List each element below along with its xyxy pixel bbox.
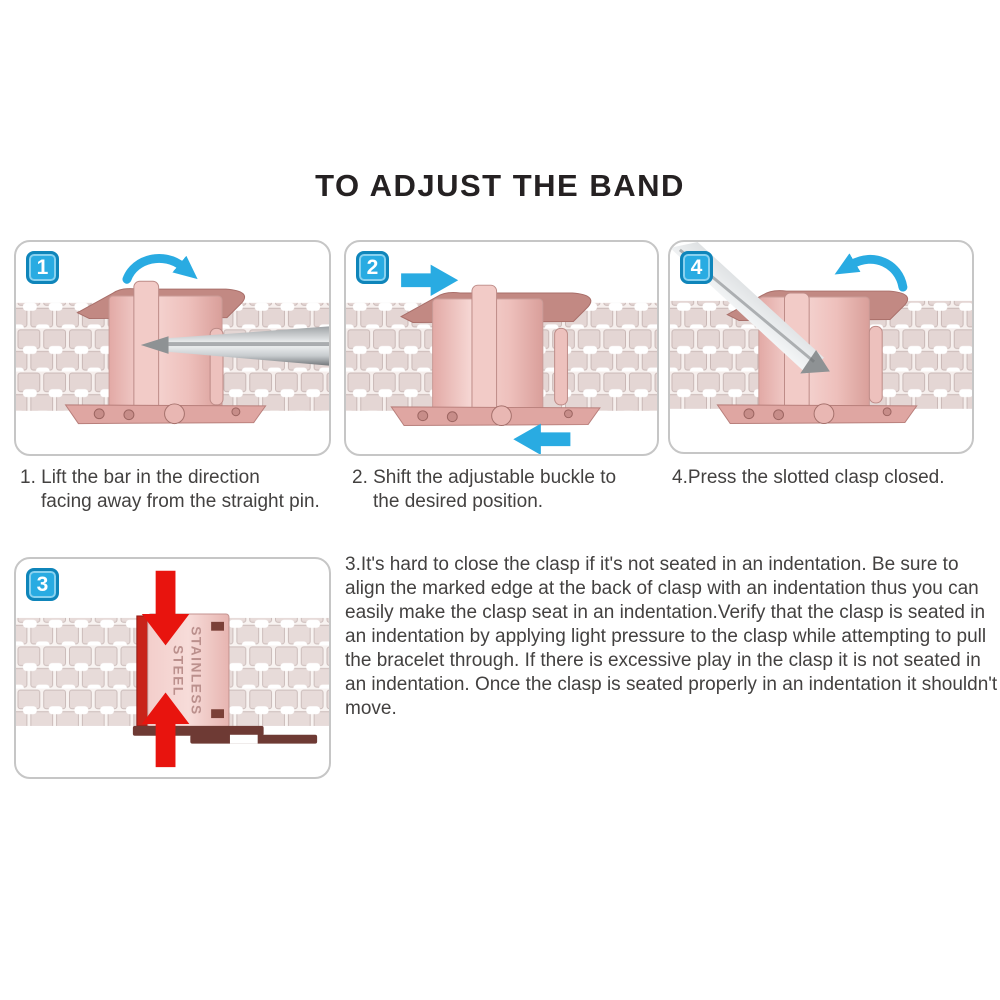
step2-caption-line1: 2. Shift the adjustable buckle to [352,467,617,488]
svg-text:STEEL: STEEL [170,645,186,697]
step3-badge: 3 [26,568,59,601]
step1-caption-line2: facing away from the straight pin. [41,491,320,512]
step2-caption [352,466,667,514]
svg-text:STAINLESS: STAINLESS [188,626,204,716]
step4-panel [668,240,974,454]
step1-caption-line1: 1. Lift the bar in the direction [20,467,260,488]
step2-illustration [346,242,657,454]
step4-caption: 4.Press the slotted clasp closed. [672,467,945,488]
step3-illustration [16,559,329,777]
step2-panel [344,240,659,456]
step2-badge: 2 [356,251,389,284]
rotate-clockwise-arrow-icon [127,258,182,279]
rotate-counterclockwise-arrow-icon [852,259,903,287]
clasp-marked-edge [137,616,148,726]
step4-badge: 4 [680,251,713,284]
step3-instructions: 3.It's hard to close the clasp if it's not seated in an indentation. Be sure to align the marked edge at the back of clasp with an indentation thus you can easily make the clasp seat in an indentation.Verify that the clasp is seated in an indentation by applying light pressure to the clasp while attempting to pull the bracelet through. If there is excessive play in the clasp it is not seated in an indentation. Once the clasp is seated properly in an indentation it shouldn't move. [345,554,998,719]
step4-illustration [670,242,972,452]
step3-panel [14,557,331,779]
watch-band-illustration [346,285,657,425]
arrow-left-icon [513,424,570,454]
page-title: TO ADJUST THE BAND [315,168,685,203]
arrow-right-icon [401,265,458,296]
step1-panel [14,240,331,456]
step2-caption-line2: the desired position. [373,491,544,512]
step1-caption [20,466,335,514]
step1-illustration [16,242,329,454]
step1-badge: 1 [26,251,59,284]
